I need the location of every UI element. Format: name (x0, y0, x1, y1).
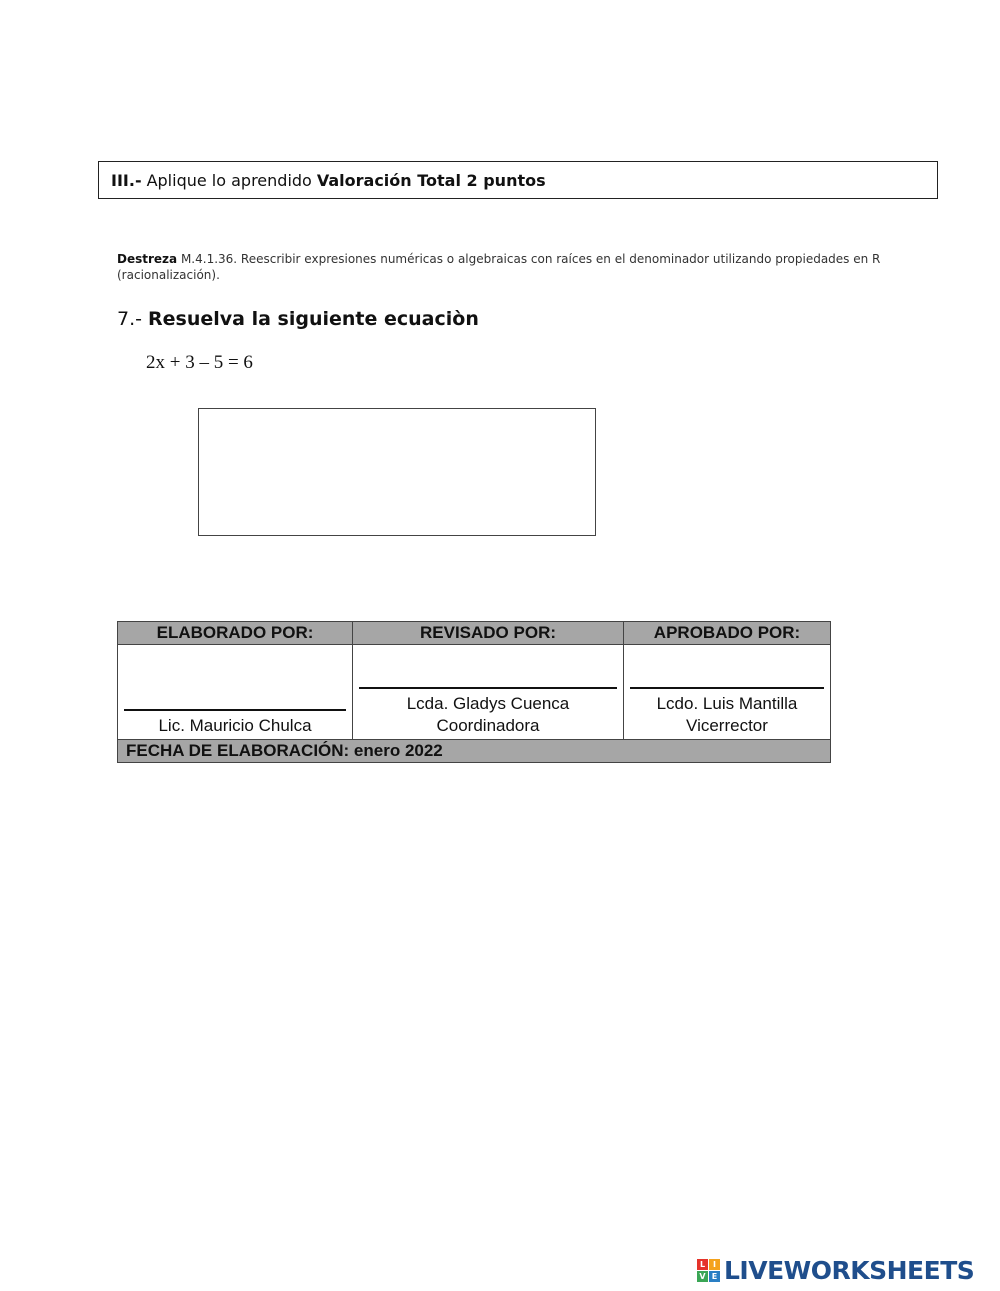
signer-name: Lic. Mauricio Chulca (158, 716, 312, 735)
logo-mark-cell: L (697, 1259, 708, 1270)
logo-mark-cell: V (697, 1271, 708, 1282)
signature-table (117, 621, 831, 763)
elaboration-date: FECHA DE ELABORACIÓN: enero 2022 (118, 740, 831, 763)
answer-input-box[interactable] (198, 408, 596, 536)
signature-line (124, 709, 346, 711)
header-revisado: REVISADO POR: (353, 622, 624, 645)
liveworksheets-logo[interactable] (697, 1257, 974, 1283)
question-number: 7.- (117, 308, 142, 330)
signature-line (630, 687, 824, 689)
signer-role: Vicerrector (686, 716, 768, 735)
logo-mark-cell: E (709, 1271, 720, 1282)
signer-name: Lcda. Gladys Cuenca (406, 694, 570, 713)
signer-name: Lcdo. Luis Mantilla (656, 694, 798, 713)
destreza-label: Destreza (117, 252, 178, 266)
header-elaborado: ELABORADO POR: (118, 622, 353, 645)
section-valuation: Valoración Total 2 puntos (316, 170, 546, 190)
logo-mark-cell: I (709, 1259, 720, 1270)
logo-text: LIVEWORKSHEETS (724, 1255, 975, 1285)
equation: 2x + 3 – 5 = 6 (146, 352, 253, 373)
question-title (117, 308, 479, 330)
signature-line (359, 687, 617, 689)
signature-cell-elaborado (118, 645, 353, 740)
signer-role: Coordinadora (436, 716, 540, 735)
logo-mark-icon (697, 1259, 720, 1282)
signature-cell-aprobado (624, 645, 831, 740)
section-number: III.- (111, 170, 142, 190)
signature-cell-revisado (353, 645, 624, 740)
section-intro: Aplique lo aprendido (146, 170, 312, 190)
question-prompt: Resuelva la siguiente ecuaciòn (148, 308, 479, 330)
destreza-description: M.4.1.36. Reescribir expresiones numéricas o algebraicas con raíces en el denominador utilizando propiedades en R (racionalización). (117, 252, 881, 282)
section-header (98, 161, 938, 199)
header-aprobado: APROBADO POR: (624, 622, 831, 645)
destreza-text (117, 251, 887, 283)
